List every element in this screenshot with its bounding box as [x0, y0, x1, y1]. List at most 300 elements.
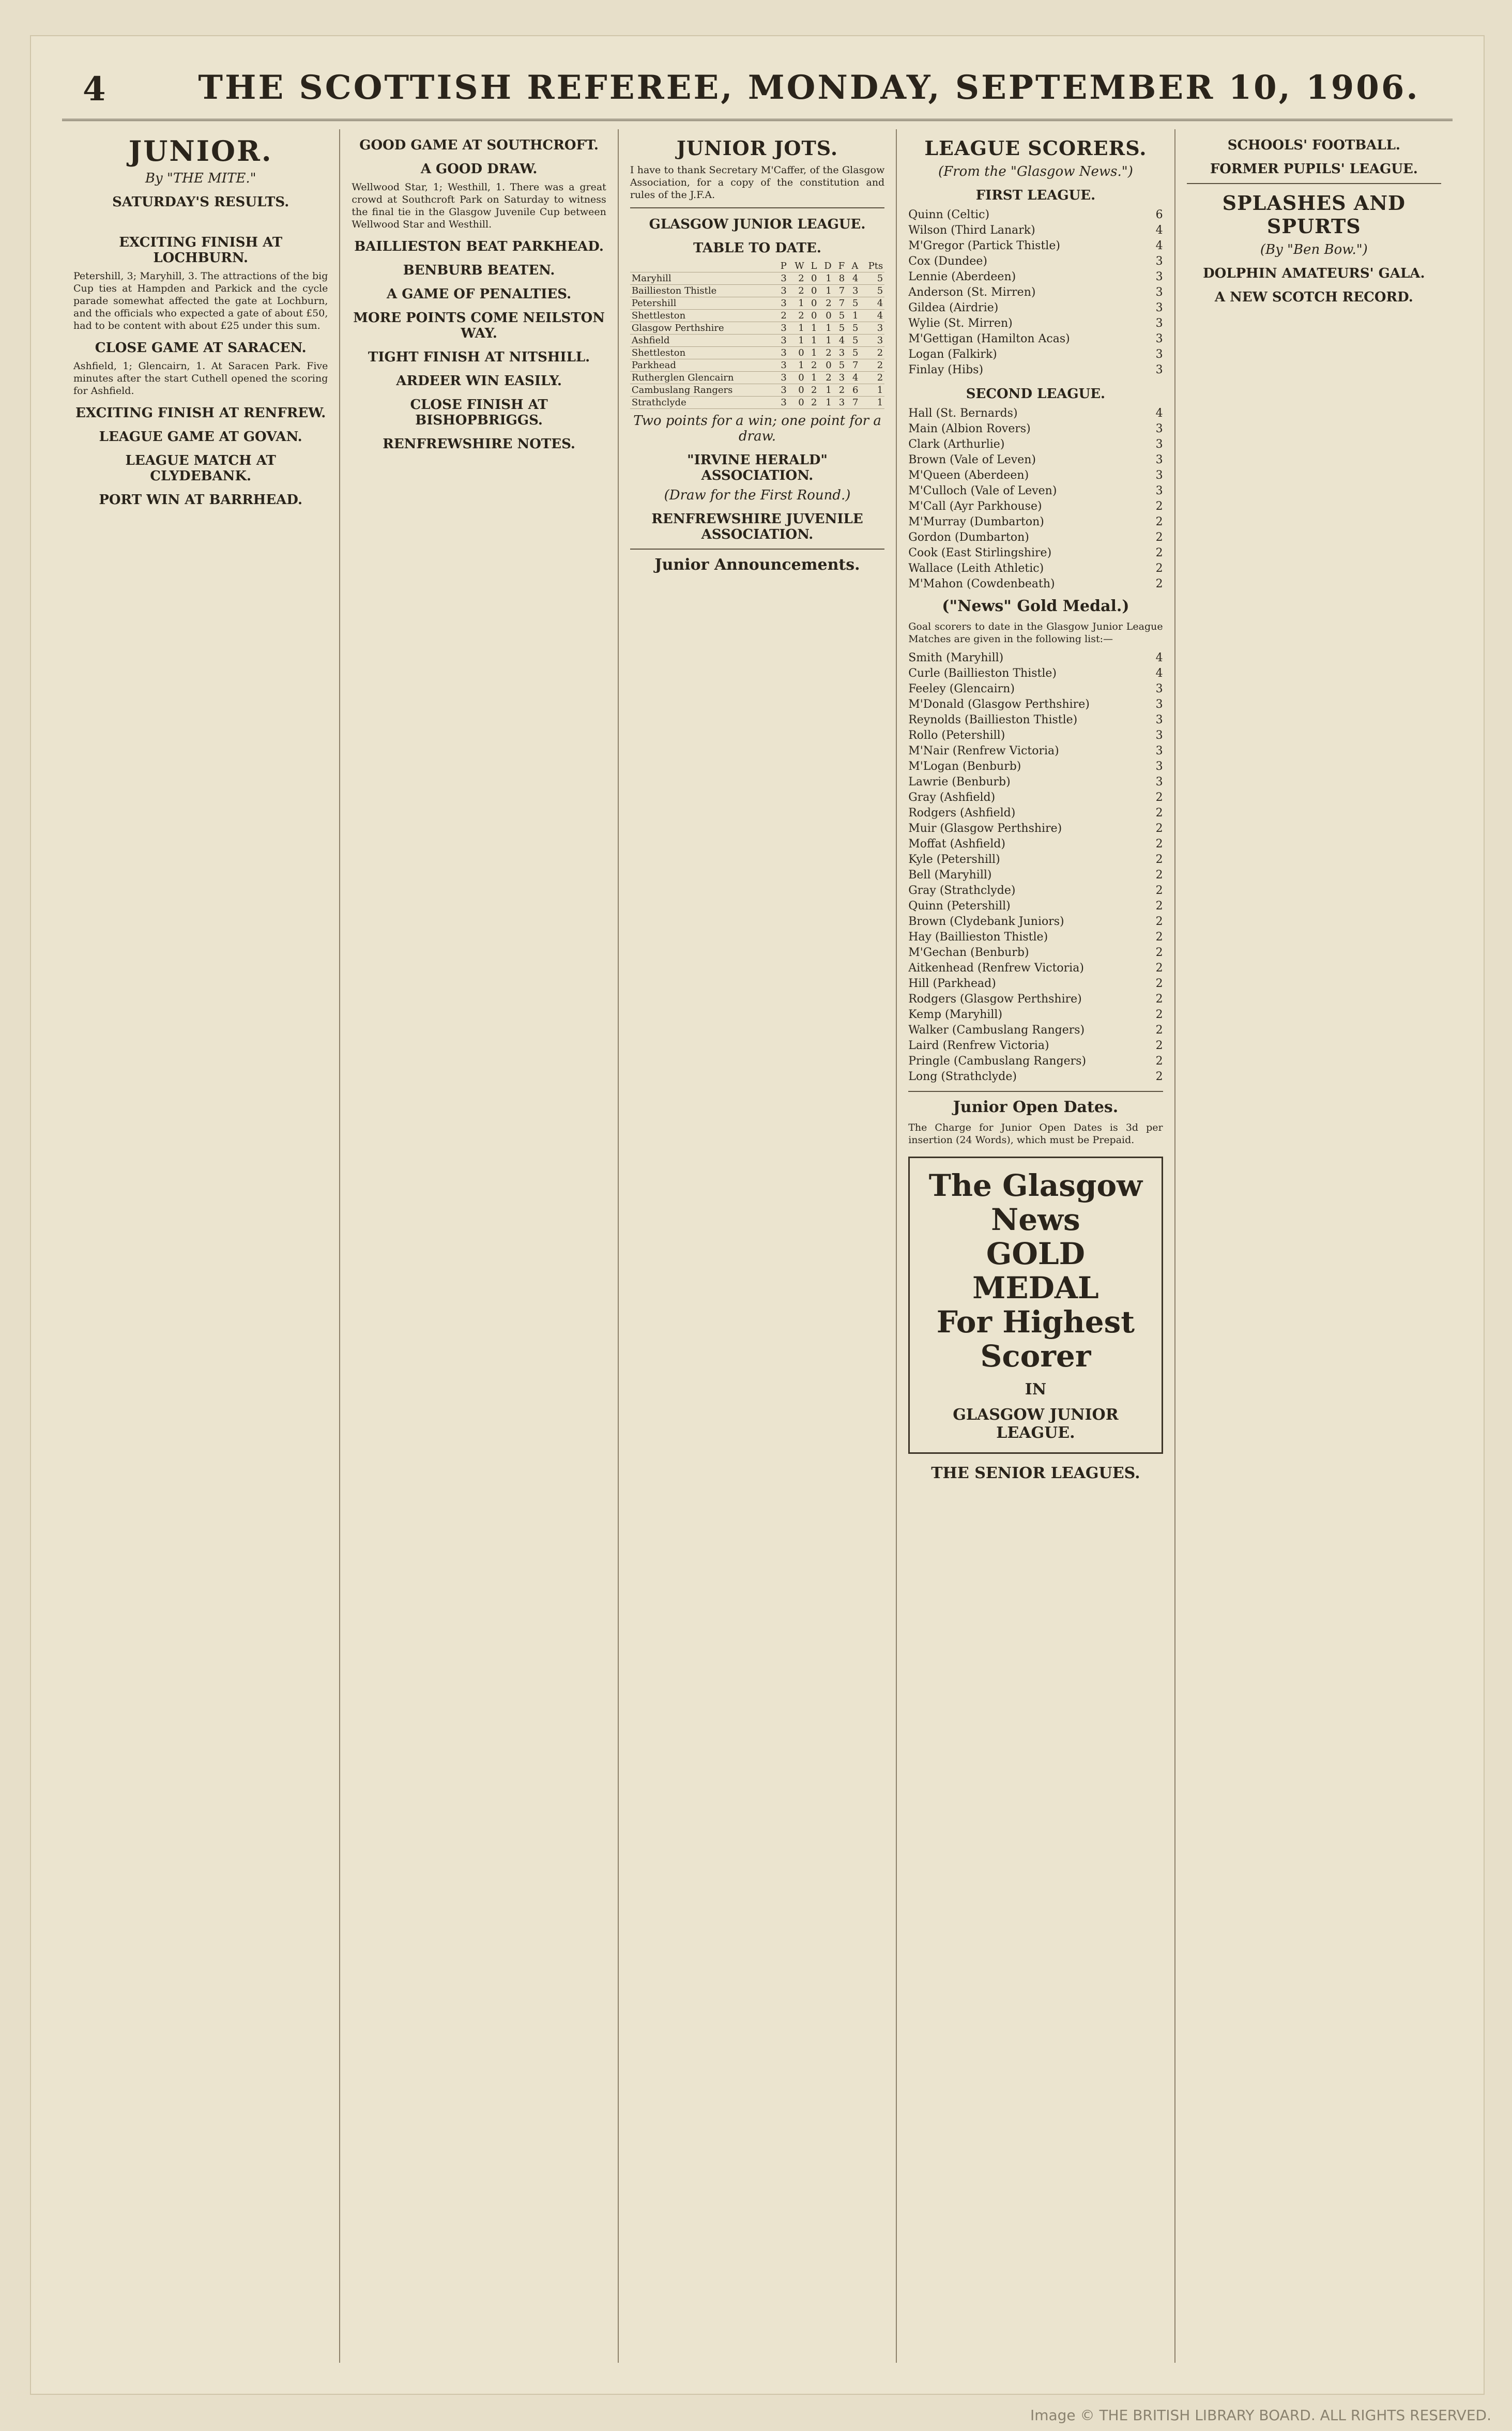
scorer-goals: 3 [1155, 682, 1163, 695]
scorer-goals: 2 [1155, 531, 1163, 544]
scorer-goals: 2 [1155, 884, 1163, 897]
table-cell: Shettleston [630, 347, 775, 359]
scorer-name: M'Gregor (Partick Thistle) [908, 239, 1060, 252]
scorer-goals: 2 [1155, 853, 1163, 866]
table-cell: 2 [860, 347, 884, 359]
table-cell: 1 [860, 384, 884, 397]
splashes-byline: (By "Ben Bow.") [1260, 242, 1368, 257]
newspaper-page [31, 36, 1484, 2394]
scorer-name: M'Logan (Benburb) [908, 760, 1021, 773]
scorer-name: Aitkenhead (Renfrew Victoria) [908, 962, 1084, 975]
scorer-name: Walker (Cambuslang Rangers) [908, 1024, 1085, 1037]
subhead-renfrewshire-juvenile: RENFREWSHIRE JUVENILE ASSOCIATION. [651, 511, 863, 542]
scorer-name: M'Gettigan (Hamilton Acas) [908, 332, 1070, 345]
scorer-goals: 3 [1155, 713, 1163, 726]
table-header-cell: F [833, 260, 847, 272]
table-cell: 1 [818, 322, 833, 335]
scorer-goals: 2 [1155, 562, 1163, 575]
scorer-goals: 3 [1155, 363, 1163, 376]
divider [630, 549, 884, 550]
scorer-goals: 2 [1155, 962, 1163, 975]
scorer-name: Quinn (Celtic) [908, 208, 990, 221]
table-cell: Rutherglen Glencairn [630, 372, 775, 384]
paragraph-saracen: Ashfield, 1; Glencairn, 1. At Saracen Park. Five minutes after the start Cuthell opened the scoring for Ashfield. [73, 360, 328, 397]
scorer-name: Anderson (St. Mirren) [908, 286, 1036, 299]
irvine-note: (Draw for the First Round.) [664, 488, 851, 503]
table-cell: 4 [846, 372, 860, 384]
scorer-row [908, 499, 1163, 514]
scorer-goals: 3 [1155, 729, 1163, 742]
subhead-ardeer: ARDEER WIN EASILY. [396, 373, 562, 389]
table-cell: 2 [860, 372, 884, 384]
table-cell: 3 [775, 384, 788, 397]
table-cell: 3 [775, 347, 788, 359]
table-cell: 3 [775, 285, 788, 297]
announcements-title: Junior Announcements. [654, 556, 860, 574]
newspaper-title: THE SCOTTISH REFEREE, MONDAY, SEPTEMBER 10, 1906. [198, 68, 1420, 107]
gold-medal-ad [908, 1157, 1163, 1454]
table-cell: 2 [833, 384, 847, 397]
table-cell: 3 [775, 372, 788, 384]
scorer-row [908, 681, 1163, 697]
table-cell: 1 [788, 335, 806, 347]
table-row [630, 285, 884, 297]
junior-heading: JUNIOR. [128, 134, 273, 168]
table-cell: 0 [806, 272, 819, 285]
scorer-row [908, 790, 1163, 806]
scorer-row [908, 868, 1163, 883]
scorer-goals: 3 [1155, 776, 1163, 788]
scorer-row [908, 728, 1163, 743]
scorer-name: Gildea (Airdrie) [908, 301, 999, 314]
scorer-goals: 2 [1155, 515, 1163, 528]
open-dates-note: The Charge for Junior Open Dates is 3d per insertion (24 Words), which must be Prepaid. [908, 1122, 1163, 1146]
subhead-neilston: MORE POINTS COME NEILSTON WAY. [353, 310, 605, 341]
scorer-row [908, 285, 1163, 300]
scorer-goals: 2 [1155, 946, 1163, 959]
table-cell: 1 [806, 335, 819, 347]
scorer-name: Long (Strathclyde) [908, 1070, 1017, 1083]
scorer-row [908, 530, 1163, 545]
scorer-goals: 2 [1155, 807, 1163, 819]
jots-heading: JUNIOR JOTS. [676, 136, 838, 160]
table-cell: 1 [846, 310, 860, 322]
paragraph-southcroft: Wellwood Star, 1; Westhill, 1. There was a great crowd at Southcroft Park on Saturday to witness the final tie in the Glasgow Juvenile Cup between Wellwood Star and Westhill. [352, 181, 606, 230]
table-cell: 3 [775, 335, 788, 347]
scorer-row [908, 852, 1163, 868]
scorer-row [908, 914, 1163, 930]
table-cell: 6 [846, 384, 860, 397]
subhead-barrhead: PORT WIN AT BARRHEAD. [99, 492, 303, 508]
subhead-benburb: BENBURB BEATEN. [403, 263, 555, 278]
scorer-row [908, 945, 1163, 961]
table-cell: 1 [818, 285, 833, 297]
scorer-name: Muir (Glasgow Perthshire) [908, 822, 1062, 835]
divider [630, 207, 884, 208]
scorer-name: M'Queen (Aberdeen) [908, 469, 1029, 482]
column-schools [1175, 129, 1453, 2363]
scorer-row [908, 1069, 1163, 1085]
table-cell: Ashfield [630, 335, 775, 347]
scorer-row [908, 316, 1163, 331]
table-cell: 3 [833, 347, 847, 359]
table-cell: 5 [833, 310, 847, 322]
scorer-name: Lennie (Aberdeen) [908, 270, 1016, 283]
subhead-dolphin-gala: DOLPHIN AMATEURS' GALA. [1203, 266, 1425, 281]
table-cell: 5 [846, 297, 860, 310]
subhead-irvine: "IRVINE HERALD" ASSOCIATION. [687, 452, 828, 483]
scorer-row [908, 437, 1163, 452]
table-header-cell [630, 260, 775, 272]
divider [908, 1091, 1163, 1092]
scorer-row [908, 930, 1163, 945]
table-cell: 0 [788, 384, 806, 397]
column-scorers [897, 129, 1175, 2363]
ad-line-3: For Highest Scorer [936, 1304, 1135, 1374]
table-cell: 3 [860, 335, 884, 347]
table-cell: Petershill [630, 297, 775, 310]
table-cell: 0 [818, 359, 833, 372]
table-cell: Parkhead [630, 359, 775, 372]
scorer-goals: 2 [1155, 900, 1163, 913]
scorer-name: Quinn (Petershill) [908, 900, 1011, 913]
subhead-good-draw: A GOOD DRAW. [420, 161, 538, 177]
medal-list [908, 650, 1163, 1085]
scorer-goals: 2 [1155, 1039, 1163, 1052]
table-cell: 4 [860, 310, 884, 322]
scorer-goals: 2 [1155, 838, 1163, 850]
table-cell: 0 [788, 372, 806, 384]
scorer-name: Clark (Arthurlie) [908, 438, 1005, 451]
table-cell: 2 [818, 372, 833, 384]
scorer-name: Wallace (Leith Athletic) [908, 562, 1044, 575]
scorer-row [908, 883, 1163, 899]
scorer-row [908, 759, 1163, 774]
scorer-name: Rodgers (Glasgow Perthshire) [908, 993, 1082, 1006]
medal-title: ("News" Gold Medal.) [942, 597, 1129, 615]
table-row [630, 335, 884, 347]
scorer-row [908, 300, 1163, 316]
table-row [630, 347, 884, 359]
table-header-cell: L [806, 260, 819, 272]
first-league-list [908, 207, 1163, 378]
scorer-row [908, 269, 1163, 285]
table-cell: 1 [806, 372, 819, 384]
image-credit: Image © THE BRITISH LIBRARY BOARD. ALL RIGHTS RESERVED. [1030, 2407, 1491, 2424]
subhead-bishopbriggs: CLOSE FINISH AT BISHOPBRIGGS. [410, 397, 548, 428]
table-cell: 0 [806, 285, 819, 297]
table-cell: 7 [846, 397, 860, 409]
scorer-goals: 3 [1155, 422, 1163, 435]
junior-byline: By "THE MITE." [145, 171, 256, 186]
scorer-goals: 3 [1155, 348, 1163, 361]
table-cell: 0 [806, 310, 819, 322]
page-number: 4 [83, 70, 106, 109]
schools-heading: SCHOOLS' FOOTBALL. [1227, 138, 1400, 153]
scorer-goals: 3 [1155, 317, 1163, 330]
scorer-row [908, 207, 1163, 223]
table-cell: 7 [833, 285, 847, 297]
scorer-name: Reynolds (Baillieston Thistle) [908, 713, 1078, 726]
divider [1187, 183, 1441, 184]
table-cell: 2 [818, 347, 833, 359]
ad-line-5: GLASGOW JUNIOR LEAGUE. [953, 1406, 1119, 1442]
scorer-row [908, 712, 1163, 728]
scorer-goals: 4 [1155, 407, 1163, 420]
table-cell: 4 [833, 335, 847, 347]
table-cell: 2 [775, 310, 788, 322]
scorer-row [908, 1054, 1163, 1069]
scorer-goals: 3 [1155, 745, 1163, 757]
table-row [630, 384, 884, 397]
column-jots [619, 129, 897, 2363]
scorer-name: M'Murray (Dumbarton) [908, 515, 1044, 528]
table-cell: 5 [833, 322, 847, 335]
table-cell: 7 [833, 297, 847, 310]
table-cell: 2 [806, 384, 819, 397]
scorer-row [908, 1007, 1163, 1023]
table-row [630, 297, 884, 310]
table-header-cell: P [775, 260, 788, 272]
subhead-lochburn: EXCITING FINISH AT LOCHBURN. [119, 235, 283, 266]
scorer-row [908, 806, 1163, 821]
table-cell: 3 [860, 322, 884, 335]
scorer-row [908, 1038, 1163, 1054]
scorer-name: Kyle (Petershill) [908, 853, 1000, 866]
table-cell: 3 [846, 285, 860, 297]
subhead-scotch-record: A NEW SCOTCH RECORD. [1214, 290, 1413, 305]
table-cell: 2 [818, 297, 833, 310]
paragraph-jots: I have to thank Secretary M'Caffer, of the Glasgow Association, for a copy of the constitution and rules of the J.F.A. [630, 164, 885, 201]
table-cell: 0 [788, 347, 806, 359]
table-cell: 5 [846, 335, 860, 347]
scorer-name: Cook (East Stirlingshire) [908, 546, 1052, 559]
table-header-cell: A [846, 260, 860, 272]
scorer-name: Bell (Maryhill) [908, 869, 992, 882]
table-cell: 0 [818, 310, 833, 322]
scorer-goals: 2 [1155, 915, 1163, 928]
scorer-row [908, 468, 1163, 483]
scorer-name: Smith (Maryhill) [908, 651, 1004, 664]
table-cell: 5 [860, 285, 884, 297]
scorer-row [908, 561, 1163, 576]
scorer-row [908, 774, 1163, 790]
subhead-former-pupils: FORMER PUPILS' LEAGUE. [1210, 161, 1418, 177]
subhead-renfrewshire: RENFREWSHIRE NOTES. [383, 436, 575, 452]
scorer-name: Kemp (Maryhill) [908, 1008, 1003, 1021]
subhead-nitshill: TIGHT FINISH AT NITSHILL. [368, 350, 590, 365]
table-cell: 5 [846, 322, 860, 335]
scorer-row [908, 697, 1163, 712]
scorer-row [908, 576, 1163, 592]
scorer-name: M'Call (Ayr Parkhouse) [908, 500, 1042, 513]
scorer-row [908, 666, 1163, 681]
scorer-goals: 4 [1155, 224, 1163, 237]
medal-note: Goal scorers to date in the Glasgow Junior League Matches are given in the following list:— [908, 621, 1163, 645]
table-cell: 2 [788, 285, 806, 297]
scorer-goals: 3 [1155, 270, 1163, 283]
table-cell: 1 [860, 397, 884, 409]
table-row [630, 397, 884, 409]
scorer-goals: 2 [1155, 993, 1163, 1006]
table-cell: 2 [806, 359, 819, 372]
scorer-row [908, 545, 1163, 561]
table-cell: 0 [806, 297, 819, 310]
scorer-row [908, 961, 1163, 976]
scorer-name: Gray (Strathclyde) [908, 884, 1016, 897]
columns [62, 129, 1453, 2363]
scorer-name: M'Mahon (Cowdenbeath) [908, 578, 1055, 590]
scorer-name: Pringle (Cambuslang Rangers) [908, 1055, 1087, 1068]
scorer-name: Hay (Baillieston Thistle) [908, 931, 1048, 944]
scorer-name: Hall (St. Bernards) [908, 407, 1018, 420]
table-cell: 3 [833, 397, 847, 409]
scorers-heading: LEAGUE SCORERS. [924, 136, 1147, 160]
scorer-row [908, 223, 1163, 238]
southcroft-heading: GOOD GAME AT SOUTHCROFT. [359, 138, 599, 153]
table-cell: Strathclyde [630, 397, 775, 409]
table-cell: 3 [833, 372, 847, 384]
scorer-goals: 2 [1155, 1055, 1163, 1068]
table-cell: 3 [775, 359, 788, 372]
league-table-title: GLASGOW JUNIOR LEAGUE. [649, 217, 866, 232]
scorer-name: Rollo (Petershill) [908, 729, 1005, 742]
subhead-saracen: CLOSE GAME AT SARACEN. [95, 340, 307, 356]
scorer-goals: 2 [1155, 822, 1163, 835]
splashes-title: SPLASHES AND SPURTS [1222, 191, 1406, 238]
table-cell: 7 [846, 359, 860, 372]
scorer-goals: 6 [1155, 208, 1163, 221]
scorer-row [908, 650, 1163, 666]
subhead-clydebank: LEAGUE MATCH AT CLYDEBANK. [125, 453, 276, 484]
column-southcroft [340, 129, 618, 2363]
scorer-goals: 2 [1155, 578, 1163, 590]
scorer-name: Lawrie (Benburb) [908, 776, 1011, 788]
scorer-name: M'Gechan (Benburb) [908, 946, 1029, 959]
table-cell: Maryhill [630, 272, 775, 285]
scorer-name: Logan (Falkirk) [908, 348, 997, 361]
scorer-row [908, 514, 1163, 530]
scorer-row [908, 254, 1163, 269]
scorer-name: Rodgers (Ashfield) [908, 807, 1016, 819]
scorer-goals: 3 [1155, 332, 1163, 345]
scorer-goals: 3 [1155, 453, 1163, 466]
table-cell: 8 [833, 272, 847, 285]
open-dates-title: Junior Open Dates. [953, 1098, 1119, 1116]
scorer-goals: 3 [1155, 469, 1163, 482]
scorer-row [908, 406, 1163, 421]
table-row [630, 322, 884, 335]
ad-line-1: The Glasgow News [928, 1168, 1143, 1237]
scorer-name: M'Culloch (Vale of Leven) [908, 484, 1057, 497]
column-junior [62, 129, 340, 2363]
league-table-subtitle: TABLE TO DATE. [693, 240, 821, 256]
scorer-goals: 2 [1155, 977, 1163, 990]
scorer-row [908, 331, 1163, 347]
table-cell: 2 [806, 397, 819, 409]
results-heading: SATURDAY'S RESULTS. [112, 194, 289, 210]
scorer-goals: 4 [1155, 239, 1163, 252]
subhead-penalties: A GAME OF PENALTIES. [387, 286, 572, 302]
table-cell: 2 [788, 310, 806, 322]
scorer-name: Main (Albion Rovers) [908, 422, 1031, 435]
scorer-row [908, 821, 1163, 837]
table-cell: 3 [775, 322, 788, 335]
scorer-name: Gordon (Dumbarton) [908, 531, 1029, 544]
scorer-row [908, 899, 1163, 914]
table-cell: 4 [846, 272, 860, 285]
scorer-name: Hill (Parkhead) [908, 977, 996, 990]
subhead-govan: LEAGUE GAME AT GOVAN. [99, 429, 302, 445]
table-cell: 3 [775, 272, 788, 285]
league-table [630, 260, 884, 409]
table-cell: 0 [788, 397, 806, 409]
table-cell: Shettleston [630, 310, 775, 322]
scorer-name: Cox (Dundee) [908, 255, 987, 268]
table-cell: 1 [788, 297, 806, 310]
second-league-list [908, 406, 1163, 592]
scorer-goals: 3 [1155, 484, 1163, 497]
masthead [62, 57, 1453, 121]
scorer-goals: 2 [1155, 1070, 1163, 1083]
scorer-name: Wylie (St. Mirren) [908, 317, 1013, 330]
table-row [630, 310, 884, 322]
scorer-goals: 2 [1155, 1024, 1163, 1037]
scorer-goals: 3 [1155, 698, 1163, 711]
scorer-name: Wilson (Third Lanark) [908, 224, 1035, 237]
results-text [73, 214, 328, 226]
scorer-goals: 4 [1155, 667, 1163, 680]
scorer-row [908, 743, 1163, 759]
scorer-name: M'Donald (Glasgow Perthshire) [908, 698, 1090, 711]
table-cell: 2 [860, 359, 884, 372]
scorer-name: Moffat (Ashfield) [908, 838, 1005, 850]
scorer-goals: 2 [1155, 869, 1163, 882]
table-header-cell: D [818, 260, 833, 272]
scorer-row [908, 992, 1163, 1007]
table-cell: 1 [806, 347, 819, 359]
scorer-name: M'Nair (Renfrew Victoria) [908, 745, 1059, 757]
scorer-name: Brown (Vale of Leven) [908, 453, 1036, 466]
scorer-goals: 3 [1155, 438, 1163, 451]
table-header-cell: W [788, 260, 806, 272]
table-cell: 1 [818, 272, 833, 285]
scorers-source: (From the "Glasgow News.") [938, 164, 1133, 179]
table-row [630, 359, 884, 372]
ad-line-4: IN [1025, 1380, 1047, 1399]
scorer-name: Gray (Ashfield) [908, 791, 996, 804]
subhead-baillieston: BAILLIESTON BEAT PARKHEAD. [354, 239, 604, 254]
table-cell: 1 [818, 397, 833, 409]
table-cell: 4 [860, 297, 884, 310]
table-cell: Baillieston Thistle [630, 285, 775, 297]
table-cell: Cambuslang Rangers [630, 384, 775, 397]
table-cell: 1 [818, 335, 833, 347]
first-league-heading: FIRST LEAGUE. [975, 188, 1096, 203]
scorer-row [908, 238, 1163, 254]
table-header-cell: Pts [860, 260, 884, 272]
senior-leagues-title: THE SENIOR LEAGUES. [931, 1464, 1140, 1482]
scorer-row [908, 452, 1163, 468]
scorer-goals: 2 [1155, 500, 1163, 513]
scorer-name: Finlay (Hibs) [908, 363, 984, 376]
table-cell: 1 [788, 359, 806, 372]
scorer-row [908, 976, 1163, 992]
league-table-note: Two points for a win; one point for a draw. [633, 413, 881, 444]
scorer-name: Feeley (Glencairn) [908, 682, 1015, 695]
table-cell: 2 [788, 272, 806, 285]
scorer-name: Laird (Renfrew Victoria) [908, 1039, 1049, 1052]
